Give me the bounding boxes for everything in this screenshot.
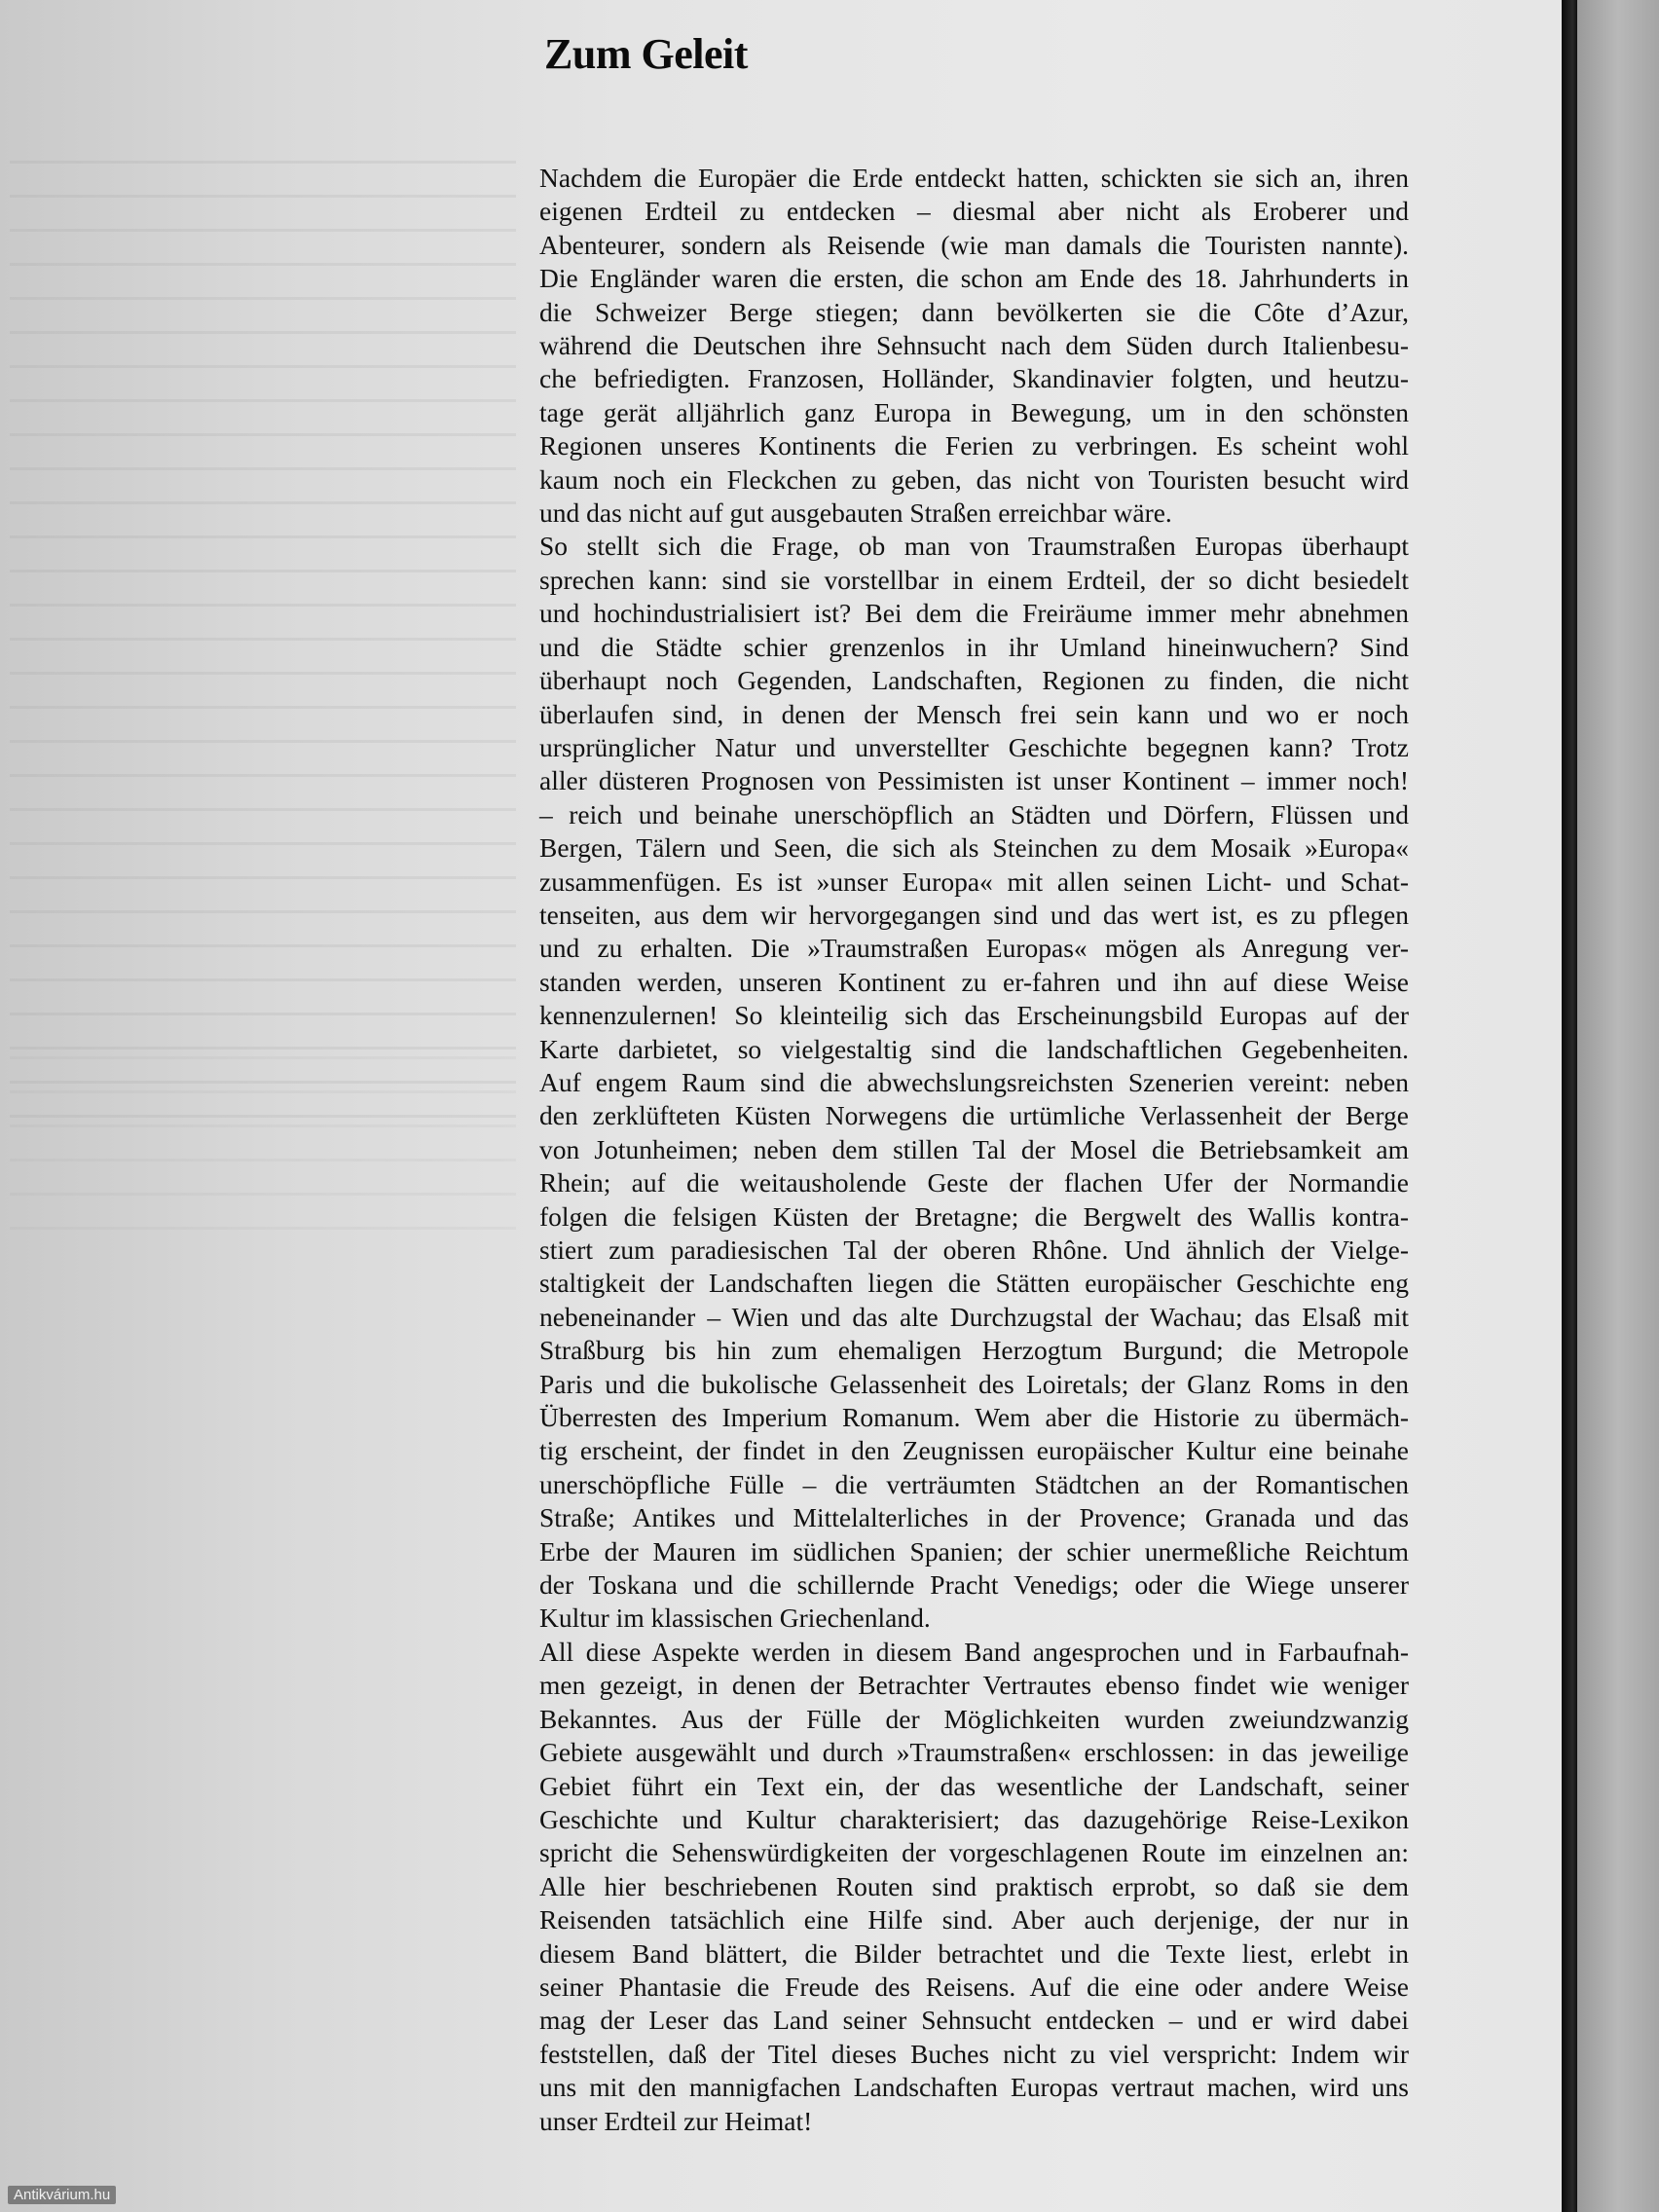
text-line: spricht die Sehenswürdigkeiten der vorgeschlagenen Route im einzelnen an: <box>539 1837 1409 1868</box>
text-line: Reisenden tatsächlich eine Hilfe sind. Aber auch derjenige, der nur in <box>539 1904 1409 1936</box>
text-line: Bekanntes. Aus der Fülle der Möglichkeiten wurden zweiundzwanzig <box>539 1703 1409 1734</box>
text-line: die Schweizer Berge stiegen; dann bevölkerten sie die Côte d’Azur, <box>539 296 1409 327</box>
text-line: und hochindustrialisiert ist? Bei dem die Freiräume immer mehr abnehmen <box>539 598 1409 629</box>
text-line: Geschichte und Kultur charakterisiert; das dazugehörige Reise-Lexikon <box>539 1803 1409 1834</box>
watermark: Antikvárium.hu <box>8 2186 116 2204</box>
text-line: eigenen Erdteil zu entdecken – diesmal aber nicht als Eroberer und <box>539 196 1409 227</box>
text-line: Paris und die bukolische Gelassenheit des Loiretals; der Glanz Roms in den <box>539 1368 1409 1399</box>
text-line: So stellt sich die Frage, ob man von Traumstraßen Europas überhaupt <box>539 531 1409 562</box>
show-through-text <box>10 1056 516 1232</box>
page-title: Zum Geleit <box>544 30 748 78</box>
text-line: Gebiet führt ein Text ein, der das wesentliche der Landschaft, seiner <box>539 1770 1409 1801</box>
text-line: Erbe der Mauren im südlichen Spanien; der schier unermeßliche Reichtum <box>539 1535 1409 1567</box>
text-line: überlaufen sind, in denen der Mensch frei sein kann und wo er noch <box>539 698 1409 729</box>
text-line: zusammenfügen. Es ist »unser Europa« mit allen seinen Licht- und Schat- <box>539 866 1409 897</box>
body-text <box>539 162 1409 2138</box>
text-line: von Jotunheimen; neben dem stillen Tal der Mosel die Betriebsamkeit am <box>539 1133 1409 1164</box>
text-line: folgen die felsigen Küsten der Bretagne; die Bergwelt des Wallis kontra- <box>539 1200 1409 1232</box>
text-line: seiner Phantasie die Freude des Reisens. Auf die eine oder andere Weise <box>539 1971 1409 2002</box>
text-line: tig erscheint, der findet in den Zeugnissen europäischer Kultur eine beinahe <box>539 1435 1409 1466</box>
text-line: Regionen unseres Kontinents die Ferien zu verbringen. Es scheint wohl <box>539 430 1409 461</box>
text-line: sprechen kann: sind sie vorstellbar in einem Erdteil, der so dicht besiedelt <box>539 564 1409 595</box>
text-line: Karte darbietet, so vielgestaltig sind die landschaftlichen Gegebenheiten. <box>539 1033 1409 1064</box>
text-line: uns mit den mannigfachen Landschaften Europas vertraut machen, wird uns <box>539 2072 1409 2103</box>
text-line: stiert zum paradiesischen Tal der oberen Rhône. Und ähnlich der Vielge- <box>539 1235 1409 1265</box>
text-line: standen werden, unseren Kontinent zu er-fahren und ihn auf diese Weise <box>539 966 1409 997</box>
text-line: kennenzulernen! So kleinteilig sich das Erscheinungsbild Europas auf der <box>539 1000 1409 1031</box>
text-line: Kultur im klassischen Griechenland. <box>539 1603 931 1634</box>
text-line: und die Städte schier grenzenlos in ihr Umland hineinwuchern? Sind <box>539 631 1409 662</box>
text-line: Auf engem Raum sind die abwechslungsreichsten Szenerien vereint: neben <box>539 1066 1409 1097</box>
text-line: Straße; Antikes und Mittelalterliches in der Provence; Granada und das <box>539 1502 1409 1533</box>
show-through-text <box>10 161 516 1134</box>
text-line: men gezeigt, in denen der Betrachter Vertrautes ebenso findet wie weniger <box>539 1670 1409 1701</box>
text-line: mag der Leser das Land seiner Sehnsucht entdecken – und er wird dabei <box>539 2005 1409 2036</box>
text-line: Überresten des Imperium Romanum. Wem aber die Historie zu übermäch- <box>539 1402 1409 1433</box>
text-line: nebeneinander – Wien und das alte Durchzugstal der Wachau; das Elsaß mit <box>539 1301 1409 1332</box>
text-line: che befriedigten. Franzosen, Holländer, Skandinavier folgten, und heutzu- <box>539 363 1409 394</box>
text-line: und das nicht auf gut ausgebauten Straßen erreichbar wäre. <box>539 498 1172 529</box>
text-line: Gebiete ausgewählt und durch »Traumstraßen« erschlossen: in das jeweilige <box>539 1737 1409 1768</box>
book-spine <box>1562 0 1577 2212</box>
text-line: aller düsteren Prognosen von Pessimisten ist unser Kontinent – immer noch! <box>539 765 1409 796</box>
text-line: tenseiten, aus dem wir hervorgegangen sind und das wert ist, es zu pflegen <box>539 899 1409 930</box>
text-line: überhaupt noch Gegenden, Landschaften, Regionen zu finden, die nicht <box>539 665 1409 696</box>
text-line: – reich und beinahe unerschöpflich an Städten und Dörfern, Flüssen und <box>539 798 1409 830</box>
text-line: ursprünglicher Natur und unverstellter Geschichte begegnen kann? Trotz <box>539 731 1409 762</box>
text-line: diesem Band blättert, die Bilder betrachtet und die Texte liest, erlebt in <box>539 1937 1409 1969</box>
text-line: kaum noch ein Fleckchen zu geben, das nicht von Touristen besucht wird <box>539 463 1409 495</box>
text-line: feststellen, daß der Titel dieses Buches nicht zu viel verspricht: Indem wir <box>539 2038 1409 2069</box>
text-line: staltigkeit der Landschaften liegen die Stätten europäischer Geschichte eng <box>539 1268 1409 1299</box>
text-line: unser Erdteil zur Heimat! <box>539 2105 813 2136</box>
text-line: Alle hier beschriebenen Routen sind praktisch erprobt, so daß sie dem <box>539 1870 1409 1901</box>
book-edge <box>1577 0 1659 2212</box>
text-line: unerschöpfliche Fülle – die verträumten Städtchen an der Romantischen <box>539 1468 1409 1499</box>
text-line: der Toskana und die schillernde Pracht Venedigs; oder die Wiege unserer <box>539 1569 1409 1601</box>
text-line: den zerklüfteten Küsten Norwegens die urtümliche Verlassenheit der Berge <box>539 1100 1409 1131</box>
text-line: Straßburg bis hin zum ehemaligen Herzogtum Burgund; die Metropole <box>539 1335 1409 1366</box>
text-line: Bergen, Tälern und Seen, die sich als Steinchen zu dem Mosaik »Europa« <box>539 832 1409 864</box>
text-line: während die Deutschen ihre Sehnsucht nach dem Süden durch Italienbesu- <box>539 330 1409 361</box>
text-line: und zu erhalten. Die »Traumstraßen Europas« mögen als Anregung ver- <box>539 933 1409 964</box>
text-line: tage gerät alljährlich ganz Europa in Bewegung, um in den schönsten <box>539 396 1409 427</box>
text-line: Abenteurer, sondern als Reisende (wie man damals die Touristen nannte). <box>539 229 1409 260</box>
text-line: All diese Aspekte werden in diesem Band angesprochen und in Farbaufnah- <box>539 1636 1409 1667</box>
text-line: Nachdem die Europäer die Erde entdeckt hatten, schickten sie sich an, ihren <box>539 163 1409 193</box>
text-line: Die Engländer waren die ersten, die schon am Ende des 18. Jahrhunderts in <box>539 263 1409 294</box>
text-line: Rhein; auf die weitausholende Geste der flachen Ufer der Normandie <box>539 1167 1409 1198</box>
